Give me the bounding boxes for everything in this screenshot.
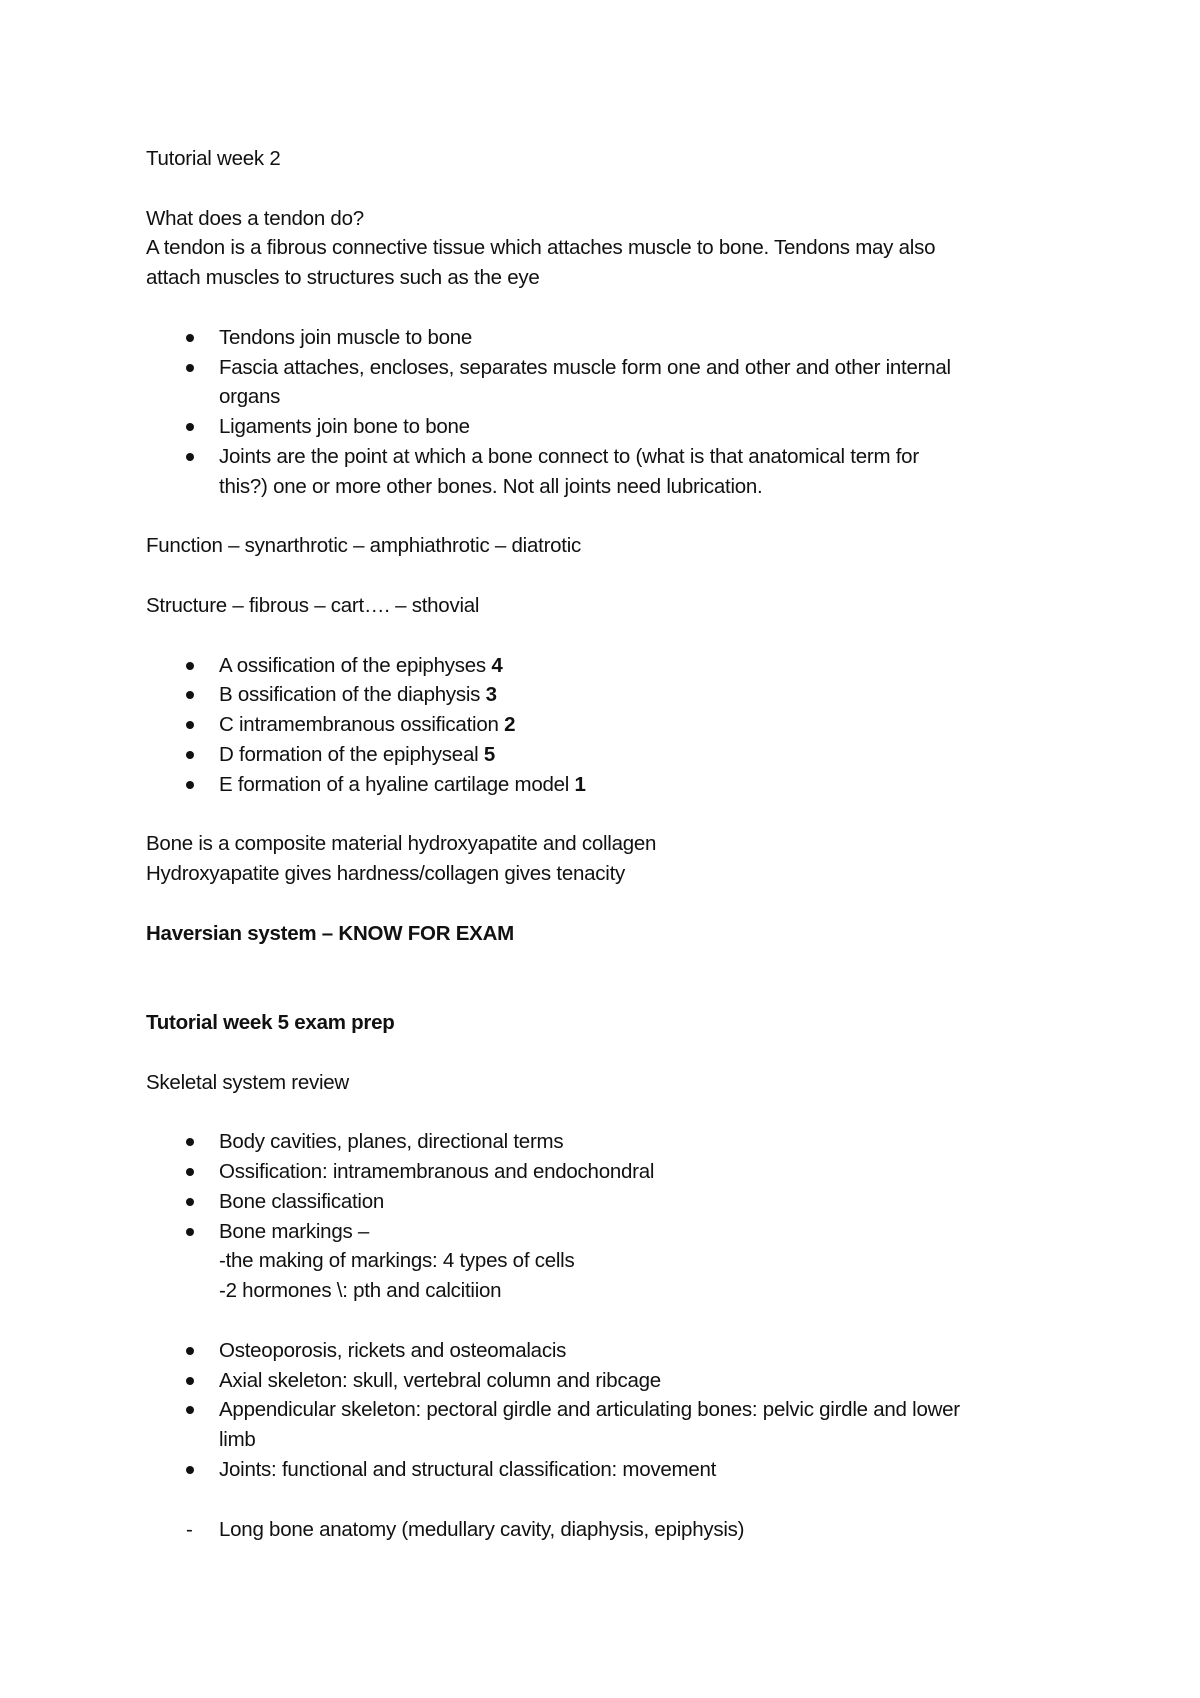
bullet-icon bbox=[186, 334, 194, 342]
bullet-icon bbox=[186, 1198, 194, 1206]
list-item: Axial skeleton: skull, vertebral column and ribcage bbox=[146, 1366, 1086, 1396]
section-title: Tutorial week 2 bbox=[146, 147, 281, 170]
list-item-continuation: limb bbox=[219, 1428, 256, 1452]
list-item: Body cavities, planes, directional terms bbox=[146, 1127, 1086, 1157]
list-item: Fascia attaches, encloses, separates muscle form one and other and other internal bbox=[146, 353, 1086, 383]
bone-hardness-line: Hydroxyapatite gives hardness/collagen gives tenacity bbox=[146, 862, 626, 886]
list-item: Ligaments join bone to bone bbox=[146, 412, 1086, 442]
bullet-icon bbox=[186, 751, 194, 759]
answer-text-line: attach muscles to structures such as the eye bbox=[146, 266, 540, 290]
tendon-bullet-list bbox=[146, 323, 1086, 502]
answer-text-line: A tendon is a fibrous connective tissue which attaches muscle to bone. Tendons may also bbox=[146, 236, 936, 260]
question-text: What does a tendon do? bbox=[146, 206, 364, 230]
list-item: A ossification of the epiphyses 4 bbox=[146, 651, 1086, 681]
bullet-icon bbox=[186, 423, 194, 431]
review-bullet-list-2 bbox=[146, 1336, 1086, 1485]
bullet-icon bbox=[186, 1377, 194, 1385]
dash-marker: - bbox=[186, 1517, 193, 1541]
list-item: Tendons join muscle to bone bbox=[146, 323, 1086, 353]
section-title: Tutorial week 5 exam prep bbox=[146, 1011, 395, 1035]
list-item: Joints are the point at which a bone connect to (what is that anatomical term for bbox=[146, 442, 1086, 472]
bullet-icon bbox=[186, 1347, 194, 1355]
section-subtitle: Skeletal system review bbox=[146, 1070, 349, 1094]
bullet-icon bbox=[186, 364, 194, 372]
list-item: Bone markings – bbox=[146, 1217, 1086, 1247]
haversian-heading: Haversian system – KNOW FOR EXAM bbox=[146, 921, 514, 945]
document-page bbox=[146, 144, 1086, 1544]
list-item: C intramembranous ossification 2 bbox=[146, 710, 1086, 740]
order-number: 2 bbox=[504, 713, 516, 737]
list-item: Ossification: intramembranous and endochondral bbox=[146, 1157, 1086, 1187]
list-item: Bone classification bbox=[146, 1187, 1086, 1217]
list-item: Appendicular skeleton: pectoral girdle and articulating bones: pelvic girdle and lower bbox=[146, 1395, 1086, 1425]
list-item: E formation of a hyaline cartilage model 1 bbox=[146, 770, 1086, 800]
ossification-list bbox=[146, 651, 1086, 800]
bullet-icon bbox=[186, 781, 194, 789]
list-item-continuation: -the making of markings: 4 types of cells bbox=[219, 1249, 575, 1273]
list-item-continuation: -2 hormones \: pth and calcitiion bbox=[219, 1279, 502, 1303]
function-line: Function – synarthrotic – amphiathrotic – diatrotic bbox=[146, 534, 582, 558]
list-item: Osteoporosis, rickets and osteomalacis bbox=[146, 1336, 1086, 1366]
bullet-icon bbox=[186, 1168, 194, 1176]
list-item-continuation: this?) one or more other bones. Not all joints need lubrication. bbox=[219, 474, 763, 498]
list-item: B ossification of the diaphysis 3 bbox=[146, 680, 1086, 710]
list-item: D formation of the epiphyseal 5 bbox=[146, 740, 1086, 770]
order-number: 3 bbox=[485, 683, 497, 707]
structure-line: Structure – fibrous – cart…. – sthovial bbox=[146, 593, 480, 617]
review-bullet-list bbox=[146, 1127, 1086, 1306]
list-item: Joints: functional and structural classification: movement bbox=[146, 1455, 1086, 1485]
bullet-icon bbox=[186, 1228, 194, 1236]
list-item-continuation: organs bbox=[219, 385, 281, 409]
order-number: 5 bbox=[483, 742, 496, 766]
bullet-icon bbox=[186, 1466, 194, 1474]
bullet-icon bbox=[186, 691, 194, 699]
bullet-icon bbox=[186, 453, 194, 461]
bullet-icon bbox=[186, 721, 194, 729]
bullet-icon bbox=[186, 1406, 194, 1414]
dash-list bbox=[146, 1515, 1086, 1545]
list-item: - Long bone anatomy (medullary cavity, diaphysis, epiphysis) bbox=[146, 1515, 1086, 1545]
order-number: 4 bbox=[491, 653, 503, 677]
bone-composite-line: Bone is a composite material hydroxyapatite and collagen bbox=[146, 832, 657, 856]
order-number: 1 bbox=[574, 772, 586, 796]
bullet-icon bbox=[186, 662, 194, 670]
bullet-icon bbox=[186, 1138, 194, 1146]
